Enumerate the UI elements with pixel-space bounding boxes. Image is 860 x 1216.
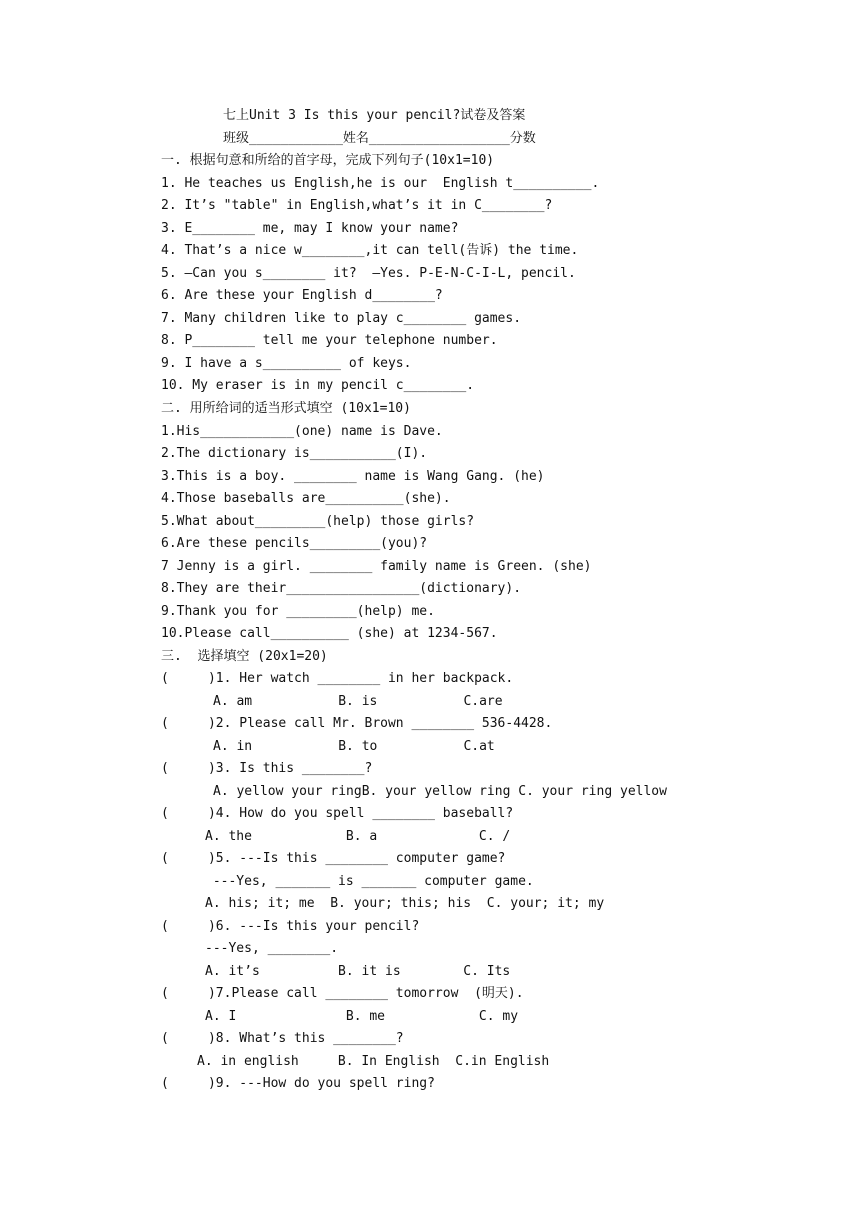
- question-line: ( )6. ---Is this your pencil?: [161, 919, 420, 934]
- question-line: 8.They are their_________________(dictionary).: [161, 581, 522, 596]
- answer-options: A. the B. a C. /: [205, 829, 511, 844]
- question-line: 6.Are these pencils_________(you)?: [161, 536, 428, 551]
- question-line: 8. P________ tell me your telephone number.: [161, 333, 498, 348]
- answer-options: A. his; it; me B. your; this; his C. your; it; my: [205, 896, 605, 911]
- dialogue-line: ---Yes, ________.: [205, 941, 339, 956]
- question-line: 5.What about_________(help) those girls?: [161, 514, 475, 529]
- question-line: 4. That’s a nice w________,it can tell(告诉) the time.: [161, 243, 579, 258]
- question-line: 3. E________ me, may I know your name?: [161, 221, 459, 236]
- question-line: ( )2. Please call Mr. Brown ________ 536-4428.: [161, 716, 553, 731]
- section1-heading: 一. 根据句意和所给的首字母，完成下列句子(10x1=10): [161, 153, 495, 168]
- answer-options: A. I B. me C. my: [205, 1009, 519, 1024]
- question-line: 1. He teaches us English,he is our English t__________.: [161, 176, 600, 191]
- question-line: ( )4. How do you spell ________ baseball?: [161, 806, 514, 821]
- answer-options: A. in english B. In English C.in English: [197, 1054, 550, 1069]
- question-line: 3.This is a boy. ________ name is Wang Gang. (he): [161, 469, 545, 484]
- question-line: 2. It’s "table" in English,what’s it in C________?: [161, 198, 553, 213]
- answer-options: A. it’s B. it is C. Its: [205, 964, 511, 979]
- question-line: 10.Please call__________ (she) at 1234-567.: [161, 626, 498, 641]
- question-line: 10. My eraser is in my pencil c________.: [161, 378, 475, 393]
- question-line: ( )8. What’s this ________?: [161, 1031, 404, 1046]
- question-line: 7. Many children like to play c________ games.: [161, 311, 522, 326]
- question-line: 7 Jenny is a girl. ________ family name is Green. (she): [161, 559, 592, 574]
- question-line: ( )7.Please call ________ tomorrow (明天).: [161, 986, 524, 1001]
- question-line: 2.The dictionary is___________(I).: [161, 446, 428, 461]
- answer-options: A. in B. to C.at: [213, 739, 495, 754]
- student-info-line: 班级____________姓名__________________分数: [223, 131, 536, 146]
- question-line: ( )3. Is this ________?: [161, 761, 373, 776]
- question-line: ( )1. Her watch ________ in her backpack.: [161, 671, 514, 686]
- question-line: 9. I have a s__________ of keys.: [161, 356, 412, 371]
- question-line: 6. Are these your English d________?: [161, 288, 443, 303]
- document-title: 七上Unit 3 Is this your pencil?试卷及答案: [223, 108, 526, 123]
- question-line: 9.Thank you for _________(help) me.: [161, 604, 435, 619]
- question-line: 1.His____________(one) name is Dave.: [161, 424, 443, 439]
- answer-options: A. am B. is C.are: [213, 694, 503, 709]
- answer-options: A. yellow your ringB. your yellow ring C. your ring yellow: [213, 784, 667, 799]
- dialogue-line: ---Yes, _______ is _______ computer game.: [205, 874, 534, 889]
- question-line: 4.Those baseballs are__________(she).: [161, 491, 451, 506]
- section2-heading: 二. 用所给词的适当形式填空 (10x1=10): [161, 401, 411, 416]
- question-line: ( )5. ---Is this ________ computer game?: [161, 851, 506, 866]
- question-line: 5. —Can you s________ it? —Yes. P-E-N-C-I-L, pencil.: [161, 266, 576, 281]
- section3-heading: 三. 选择填空 (20x1=20): [161, 649, 328, 664]
- question-line: ( )9. ---How do you spell ring?: [161, 1076, 435, 1091]
